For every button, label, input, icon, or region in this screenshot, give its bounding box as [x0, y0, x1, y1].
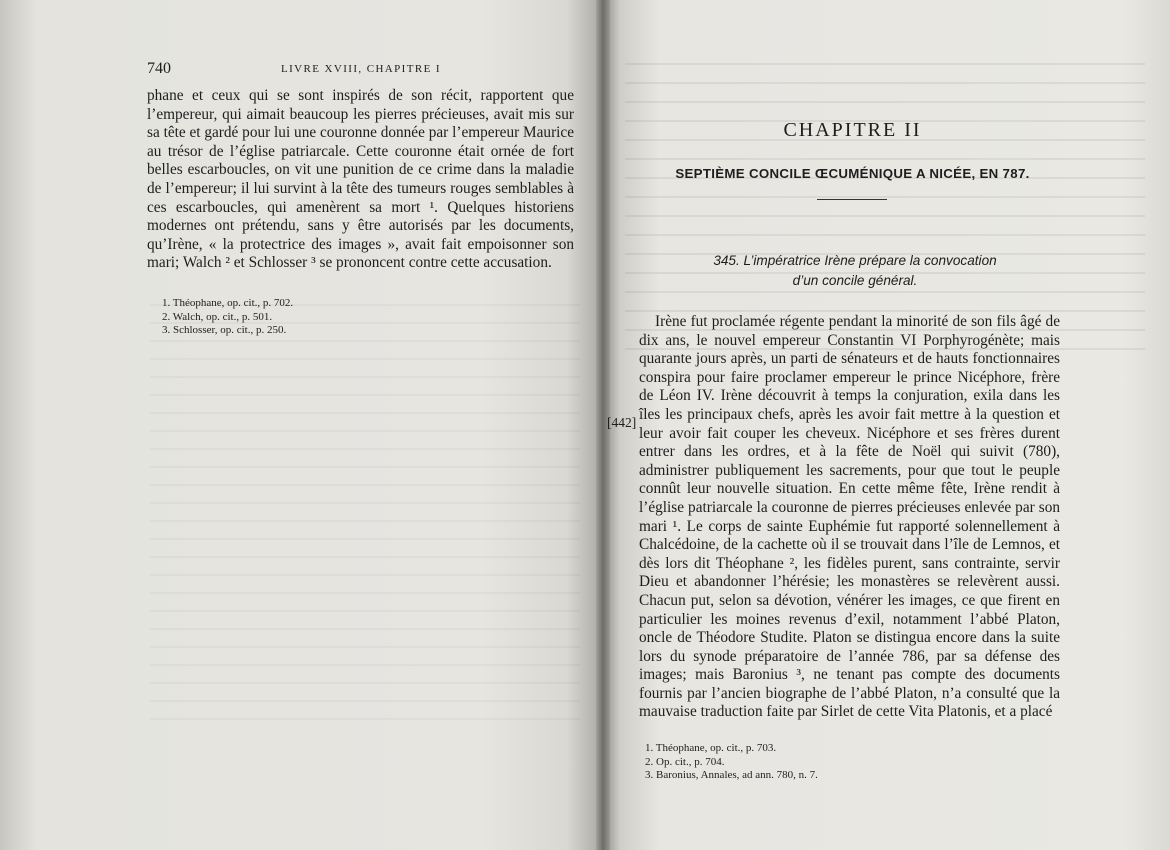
- footnote-2: 2. Op. cit., p. 704.: [645, 755, 725, 768]
- chapter-rule: [817, 199, 887, 200]
- section-heading-line-1: 345. L’impératrice Irène prépare la convocation: [713, 253, 997, 268]
- right-footnotes: [645, 742, 945, 783]
- right-body-text: [639, 313, 1060, 722]
- footnote-3: 3. Baronius, Annales, ad ann. 780, n. 7.: [645, 769, 818, 782]
- bleed-through-left: [150, 300, 580, 720]
- footnote-2: 2. Walch, op. cit., p. 501.: [162, 310, 273, 323]
- chapter-subtitle: SEPTIÈME CONCILE ŒCUMÉNIQUE A NICÉE, EN 787.: [675, 166, 1030, 181]
- page-number: 740: [147, 60, 171, 77]
- chapter-title: CHAPITRE II: [783, 119, 922, 141]
- left-body-text: [147, 87, 574, 273]
- footnote-1: 1. Théophane, op. cit., p. 702.: [162, 297, 294, 309]
- margin-page-number: [442]: [607, 415, 637, 430]
- left-paragraph: phane et ceux qui se sont inspirés de son récit, rapportent que l’empereur, qui aimait beaucoup les pierres précieuses, avait mis sur sa tête et gardé pour lui une couronne donnée par l’empereur Maurice au trésor de l’église patriarcale. Cette couronne était ornée de fort belles escarboucles, on vit une punition de ce crime dans la maladie de l’empereur; il lui survint à la tête des tumeurs rouges semblables à ces escarboucles, qui amenèrent sa mort ¹. Quelques historiens modernes ont prétendu, sans y être autorisés par les documents, qu’Irène, « la protectrice des images », avait fait empoisonner son mari; Walch ² et Schlosser ³ se prononcent contre cette accusation.: [147, 87, 574, 272]
- footnote-3: 3. Schlosser, op. cit., p. 250.: [162, 324, 287, 337]
- left-running-head: [147, 60, 587, 80]
- bleed-through-right: [625, 50, 1145, 350]
- running-head-title: LIVRE XVIII, CHAPITRE I: [281, 63, 441, 75]
- footnote-1: 1. Théophane, op. cit., p. 703.: [645, 742, 777, 754]
- right-paragraph: Irène fut proclamée régente pendant la minorité de son fils âgé de dix ans, le nouvel empereur Constantin VI Porphyrogénète; mais quarante jours après, un parti de sénateurs et de hauts fonctionnaires conspira pour faire proclamer empereur le prince Nicéphore, frère de Léon IV. Irène découvrit à temps la conjuration, exila dans les îles les principaux chefs, après les avoir fait mettre à la question et leur avoir fait couper les cheveux. Nicéphore et ses frères durent entrer dans les ordres, et à la fête de Noël qui suivit (780), administrer publiquement les sacrements, pour que tout le peuple connût leur nouvelle situation. En cette même fête, Irène rendit à l’église patriarcale la couronne de pierres précieuses enlevée par son mari ¹. Le corps de sainte Euphémie fut rapporté solennellement à Chalcédoine, de la cachette où il se trouvait dans l’île de Lemnos, et dès lors dit Théophane ², les fidèles purent, sans contrainte, servir Dieu et abandonner l’hérésie; les monastères se relevèrent aussi. Chacun put, selon sa dévotion, vénérer les images, ce que firent en particulier les moines revenus d’exil, notamment l’abbé Platon, oncle de Théodore Studite. Platon se distingua encore dans la suite lors du synode préparatoire de l’année 786, par sa défense des images; mais Baronius ³, ne tenant pas compte des documents fournis par l’ancien biographe de l’abbé Platon, n’a consulté que la mauvaise traduction faite par Sirlet de cette Vita Platonis, et a placé: [639, 313, 1060, 721]
- section-heading-line-2: d’un concile général.: [792, 272, 918, 288]
- left-footnotes: [162, 297, 482, 338]
- section-heading: [650, 251, 1060, 290]
